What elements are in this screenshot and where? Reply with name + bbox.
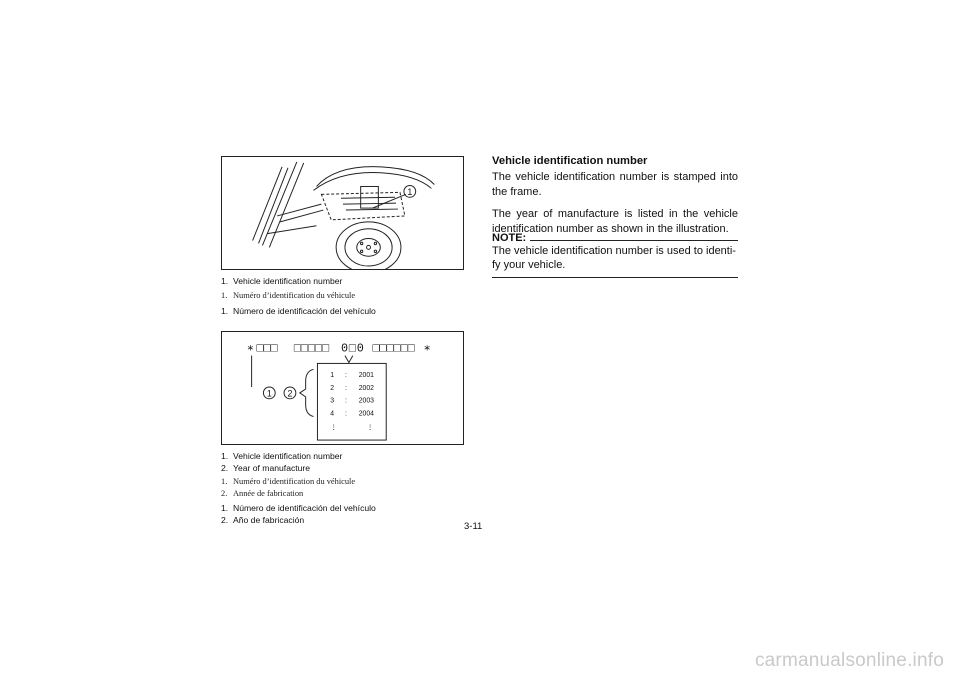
caption-text: Vehicle identification number [233, 451, 343, 461]
star-left: ∗ [246, 341, 254, 356]
caption-fig2-fr [221, 476, 355, 500]
caption-text: Número de identificación del vehículo [233, 306, 376, 316]
vin-drawing [222, 332, 463, 444]
year-value: 2004 [358, 410, 374, 418]
caption-num: 2. [221, 489, 228, 498]
star-right: ∗ [423, 341, 431, 356]
year-value: 2001 [358, 372, 374, 380]
note-text: The vehicle identification number is used to identi-fy your vehicle. [492, 245, 736, 272]
caption-text: Año de fabricación [233, 515, 305, 525]
caption-fig1-fr [221, 290, 355, 302]
year-sep: : [344, 384, 347, 392]
code-box: □ [348, 341, 356, 356]
year-code: 2 [330, 384, 335, 392]
year-value: 2002 [358, 384, 374, 392]
paragraph-year: The year of manufacture is listed in the vehicle identification number as shown in the illustration. [492, 208, 738, 236]
code-group-2: □□□□□ [293, 341, 330, 356]
note-end-rule [492, 277, 738, 278]
page-number: 3-11 [464, 521, 483, 532]
year-code: 4 [330, 410, 335, 418]
vin-diagram [221, 331, 464, 445]
code-zero-2: 0 [356, 341, 364, 356]
caption-text: Vehicle identification number [233, 276, 343, 286]
code-zero-1: 0 [341, 341, 349, 356]
paragraph-stamped: The vehicle identification number is stamped into the frame. [492, 171, 738, 199]
callout-2: 2 [287, 388, 293, 399]
note-box [492, 232, 738, 278]
caption-num: 1. [221, 503, 229, 513]
caption-text: Year of manufacture [233, 463, 311, 473]
year-sep: : [344, 397, 347, 405]
year-value: 2003 [358, 397, 374, 405]
caption-text: Numéro d’identification du véhicule [233, 477, 356, 486]
caption-text: Número de identificación del vehículo [233, 503, 376, 513]
watermark[interactable]: carmanualsonline.info [754, 650, 944, 671]
section-heading: Vehicle identification number [492, 155, 648, 167]
caption-num: 2. [221, 515, 229, 525]
caption-fig1-en [221, 275, 342, 287]
year-sep: : [344, 372, 347, 380]
caption-text: Numéro d’identification du véhicule [233, 291, 356, 300]
note-label: NOTE: [492, 232, 527, 244]
ellipsis: ⋮ [330, 424, 338, 432]
frame-drawing [222, 157, 463, 269]
ellipsis: ⋮ [366, 424, 374, 432]
note-rule [530, 240, 738, 241]
frame-illustration [221, 156, 464, 270]
year-code: 1 [330, 372, 335, 380]
caption-num: 1. [221, 291, 228, 300]
caption-text: Année de fabrication [233, 489, 304, 498]
caption-num: 1. [221, 477, 228, 486]
code-group-3: □□□□□□ [372, 341, 415, 356]
caption-num: 1. [221, 306, 229, 316]
caption-num: 2. [221, 463, 229, 473]
year-sep: : [344, 410, 347, 418]
caption-fig1-es [221, 305, 376, 317]
caption-fig2-es [221, 502, 376, 526]
code-group-1: □□□ [256, 341, 278, 356]
caption-fig2-en [221, 450, 342, 474]
caption-num: 1. [221, 451, 229, 461]
callout-1: 1 [266, 388, 272, 399]
caption-num: 1. [221, 276, 229, 286]
callout-1: 1 [407, 186, 413, 197]
year-code: 3 [330, 397, 335, 405]
note-header [492, 232, 738, 244]
